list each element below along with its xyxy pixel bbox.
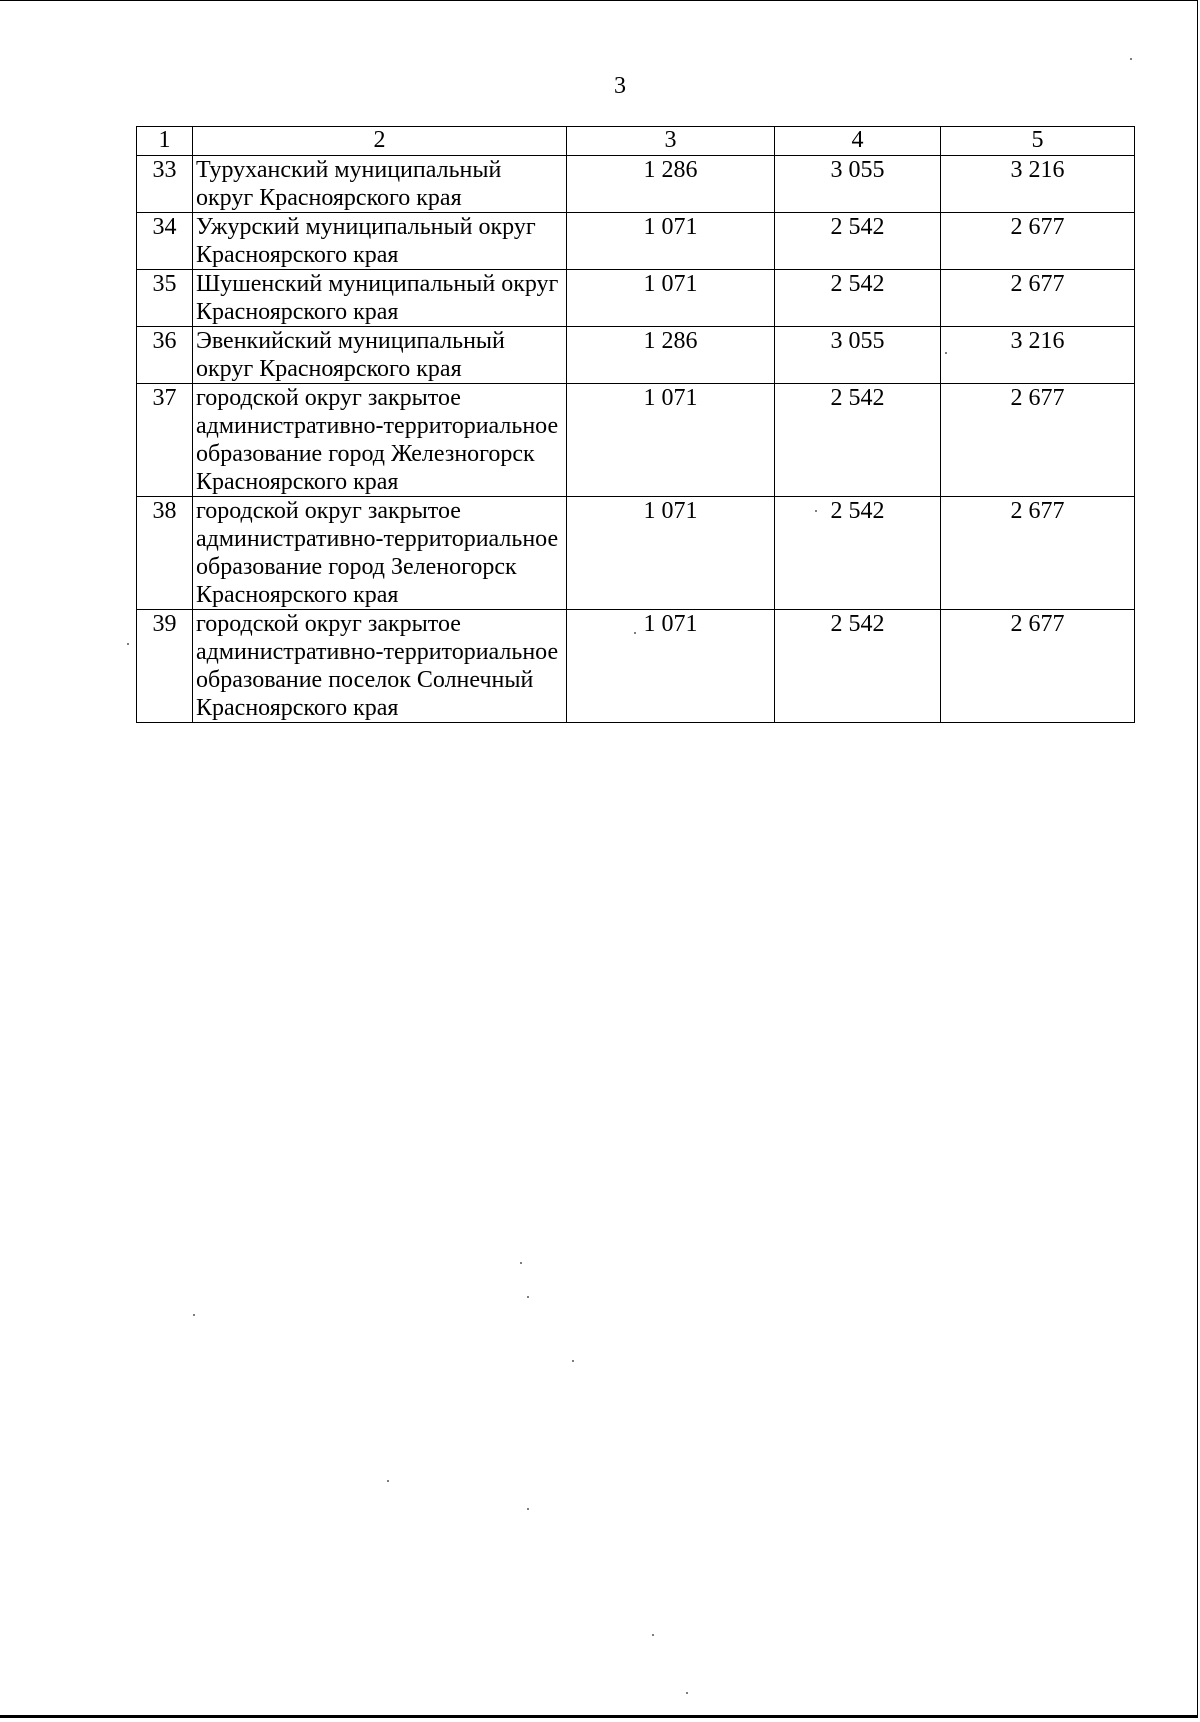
municipality-name: городской округ закрытое административно-территориальное образование город Железногорск Красноярского края [193,384,567,497]
scan-speck [527,1296,529,1298]
value-col-3: 1 286 [567,156,775,213]
municipality-name: городской округ закрытое административно-территориальное образование город Зеленогорск Красноярского края [193,497,567,610]
scan-speck [520,1262,522,1264]
table-row [137,270,1135,327]
value-col-3: 1 071 [567,213,775,270]
value-col-3: 1 286 [567,327,775,384]
column-header: 4 [775,127,941,156]
value-col-3: 1 071 [567,384,775,497]
value-col-5: 2 677 [941,213,1135,270]
value-col-4: 2 542 [775,497,941,610]
scan-speck [945,352,947,354]
table-row [137,213,1135,270]
scan-speck [634,632,636,634]
scan-speck [1130,58,1132,60]
value-col-3: 1 071 [567,610,775,723]
municipality-name: Туруханский муниципальный округ Красноярского края [193,156,567,213]
value-col-3: 1 071 [567,497,775,610]
table-header-row [137,127,1135,156]
scan-speck [527,1508,529,1510]
table-row [137,497,1135,610]
row-number: 34 [137,213,193,270]
row-number: 36 [137,327,193,384]
column-header: 3 [567,127,775,156]
value-col-4: 3 055 [775,327,941,384]
page-number: 3 [614,73,626,99]
scan-speck [652,1634,654,1636]
scan-speck [572,1360,574,1362]
row-number: 39 [137,610,193,723]
value-col-5: 2 677 [941,270,1135,327]
column-header: 5 [941,127,1135,156]
municipality-name: Шушенский муниципальный округ Красноярского края [193,270,567,327]
value-col-5: 3 216 [941,327,1135,384]
municipality-name: Эвенкийский муниципальный округ Красноярского края [193,327,567,384]
table-row [137,384,1135,497]
value-col-5: 2 677 [941,497,1135,610]
value-col-4: 2 542 [775,610,941,723]
value-col-5: 2 677 [941,384,1135,497]
value-col-4: 3 055 [775,156,941,213]
scan-speck [387,1480,389,1482]
municipality-name: Ужурский муниципальный округ Красноярского края [193,213,567,270]
municipality-name: городской округ закрытое административно-территориальное образование поселок Солнечный Красноярского края [193,610,567,723]
table-row [137,610,1135,723]
value-col-4: 2 542 [775,384,941,497]
value-col-5: 3 216 [941,156,1135,213]
scan-speck [686,1692,688,1694]
value-col-5: 2 677 [941,610,1135,723]
column-header: 2 [193,127,567,156]
row-number: 38 [137,497,193,610]
row-number: 35 [137,270,193,327]
value-col-3: 1 071 [567,270,775,327]
table-row [137,327,1135,384]
column-header: 1 [137,127,193,156]
value-col-4: 2 542 [775,213,941,270]
row-number: 33 [137,156,193,213]
table-row [137,156,1135,213]
scan-speck [127,643,129,645]
scan-speck [815,510,817,512]
value-col-4: 2 542 [775,270,941,327]
scan-speck [193,1314,195,1316]
row-number: 37 [137,384,193,497]
